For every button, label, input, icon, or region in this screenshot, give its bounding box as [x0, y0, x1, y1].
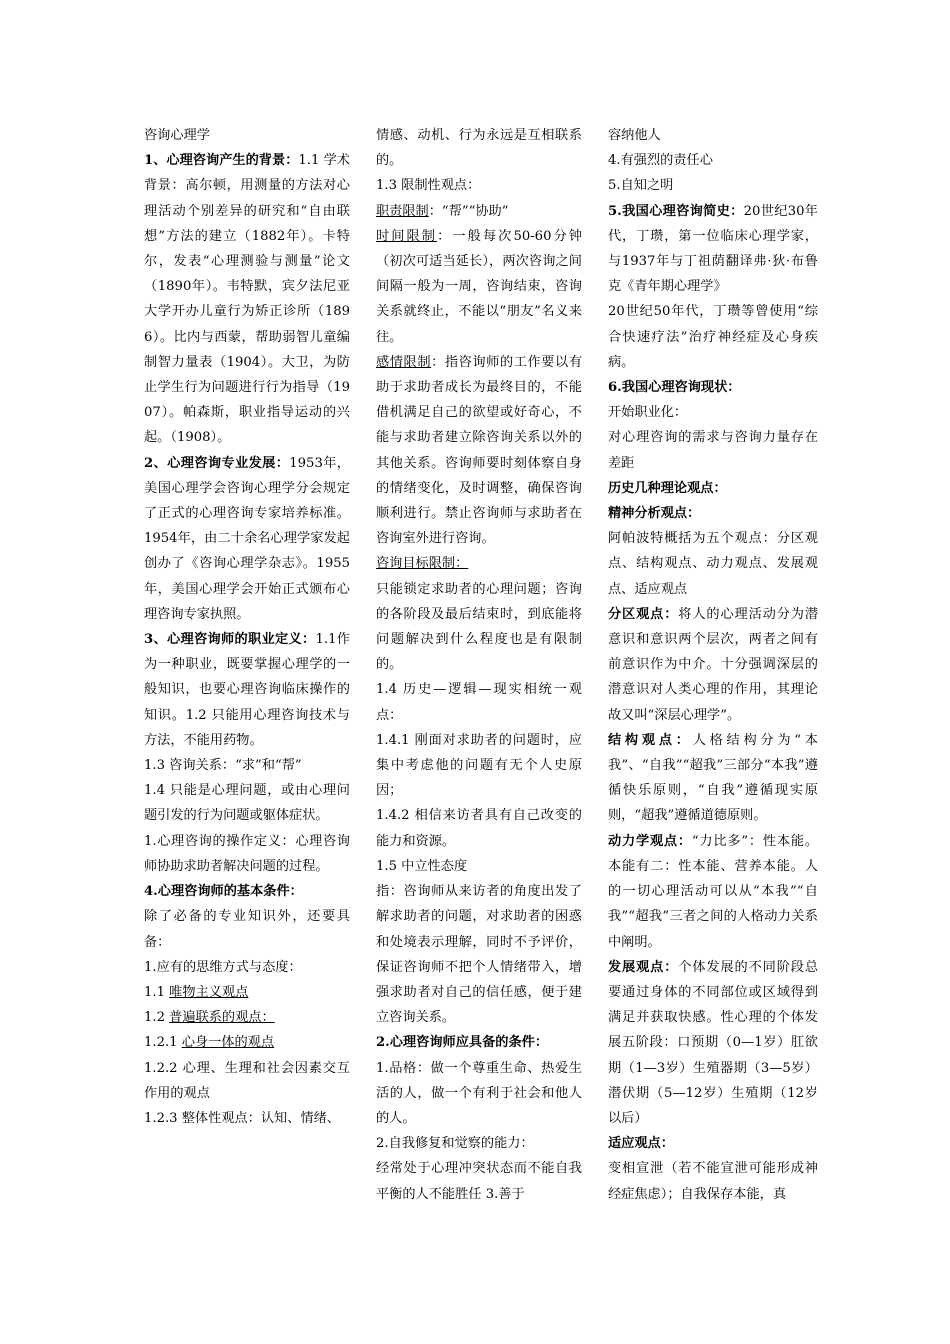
- duty-limit-label: 职责限制: [376, 203, 429, 219]
- time-limit-text: ：一般每次50-60分钟（初次可适当延长），两次咨询之间间隔一般为一周，咨询结束，咨询关系就终止，不能以“朋友”名义来往。: [376, 228, 582, 345]
- structure-viewpoint-text: 人格结构分为“本我”、“自我”“超我”三部分“本我”遵循快乐原则，“自我”遵循现实原则，“超我”遵循道德原则。: [608, 732, 818, 824]
- paragraph-self-knowledge: 5.自知之明: [608, 178, 674, 194]
- paragraph-self-repair-text: 经常处于心理冲突状态而不能自我平衡的人不能胜任 3.善于: [376, 1161, 582, 1202]
- counselor-conditions-heading: 2.心理咨询师应具备的条件：: [376, 1035, 549, 1051]
- paragraph-1-4: 1.4 历史—逻辑—现实相统一观点：: [376, 682, 582, 723]
- section-4-text: 除了必备的专业知识外，还要具备：: [144, 909, 350, 950]
- paragraph-1-2-3: 1.2.3 整体性观点：认知、情绪、: [144, 1110, 340, 1126]
- section-4-heading: 4.心理咨询师的基本条件：: [144, 884, 303, 900]
- emotion-limit-label: 感情限制: [376, 354, 432, 370]
- development-viewpoint-label: 发展观点：: [608, 959, 679, 975]
- section-5-heading: 5.我国心理咨询简史：: [608, 203, 744, 219]
- universal-connection-viewpoint: 普遍联系的观点：: [169, 1010, 275, 1026]
- paragraph-1-5-text: 指：咨询师从来访者的角度出发了解求助者的问题，对求助者的困惑和处境表示理解，同时不予评价，保证咨询师不把个人情绪带入，增强求助者对自己的信任感，便于建立咨询关系。: [376, 884, 582, 1026]
- paragraph-continued: 情感、动机、行为永远是互相联系的。: [376, 128, 582, 169]
- zone-viewpoint-paragraph: [608, 602, 818, 728]
- paragraph-1-4-2: 1.4.2 相信来访者具有自己改变的能力和资源。: [376, 808, 582, 849]
- section-3-paragraph: [144, 627, 350, 753]
- section-6-text-b: 对心理咨询的需求与咨询力量存在差距: [608, 430, 818, 471]
- section-6-heading: 6.我国心理咨询现状：: [608, 380, 741, 396]
- emotion-limit-text: ：指咨询师的工作要以有助于求助者成长为最终目的，不能借机满足自己的欲望或好奇心，不能与求助者建立除咨询关系以外的其他关系。咨询师要时刻体察自身的情绪变化，及时调整，确保咨询顺利进行。禁止咨询师与求助者在咨询室外进行咨询。: [376, 354, 583, 547]
- section-1-text: 1.1 学术背景：高尔顿，用测量的方法对心理活动个别差异的研究和“自由联想”方法的建立（1882年）。卡特尔，发表“心理测验与测量”论文（1890年）。韦特默，宾夕法尼亚大学开办儿童行为矫正诊所（1896）。比内与西蒙，帮助弱智儿童编制智力量表（1904）。大卫，为防止学生行为问题进行行为指导（1907）。帕森斯，职业指导运动的兴起。（1908）。: [144, 153, 350, 446]
- paragraph-counseling-relationship: 1.3 咨询关系：“求”和“帮”: [144, 758, 302, 774]
- paragraph-1-5: 1.5 中立性态度: [376, 858, 468, 874]
- section-2-paragraph: [144, 451, 350, 627]
- section-2-heading: 2、心理咨询专业发展：: [144, 455, 290, 471]
- structure-viewpoint-label: 结构观点：: [608, 732, 693, 748]
- paragraph-character: 1.品格：做一个尊重生命、热爱生活的人，做一个有利于社会和他人的人。: [376, 1060, 582, 1126]
- time-limit-label: 时间限制: [376, 228, 438, 244]
- development-viewpoint-paragraph: [608, 955, 818, 1131]
- psychoanalysis-text: 阿帕波特概括为五个观点：分区观点、结构观点、动力观点、发展观点、适应观点: [608, 531, 818, 597]
- paragraph-1-3-limits: 1.3 限制性观点：: [376, 178, 481, 194]
- materialism-viewpoint: 唯物主义观点: [169, 984, 249, 1000]
- duty-limit-text: ：“帮”“协助”: [428, 203, 509, 219]
- paragraph-continued: 容纳他人: [608, 128, 661, 143]
- paragraph-thinking-attitude: 1.应有的思维方式与态度：: [144, 959, 302, 975]
- development-viewpoint-text: 个体发展的不同阶段总要通过身体的不同部位或区域得到满足并获取快感。性心理的个体发展五阶段：口预期（0—1岁）肛欲期（1—3岁）生殖器期（3—5岁）潜伏期（5—12岁）生殖期（12岁以后）: [608, 959, 819, 1126]
- section-2-text: 1953年，美国心理学会咨询心理学分会规定了正式的心理咨询专家培养标准。1954年，由二十余名心理学家发起创办了《咨询心理学杂志》。1955年，美国心理学会开始正式颁布心理咨询专家执照。: [144, 455, 350, 622]
- item-number: 1.2: [144, 1010, 170, 1026]
- paragraph-duty-limit: [376, 199, 582, 224]
- zone-viewpoint-text: 将人的心理活动分为潜意识和意识两个层次，两者之间有前意识作为中介。十分强调深层的潜意识对人类心理的作用，其理论故又叫“深层心理学”。: [608, 606, 819, 723]
- paragraph-psychological-problem: 1.4 只能是心理问题，或由心理问题引发的行为问题或躯体症状。: [144, 783, 350, 824]
- section-5-text: 20世纪30年代，丁瓒，第一位临床心理学家，与1937年与丁祖荫翻译弗·狄·布鲁克《青年期心理学》: [608, 203, 818, 295]
- theory-viewpoints-heading: 历史几种理论观点：: [608, 480, 727, 496]
- text-column-2: [376, 123, 582, 1207]
- goal-limit-label: 咨询目标限制：: [376, 556, 469, 572]
- paragraph-emotion-limit: [376, 350, 582, 552]
- section-3-heading: 3、心理咨询师的职业定义：: [144, 632, 316, 648]
- dynamic-viewpoint-paragraph: [608, 829, 818, 955]
- goal-limit-text: 只能锁定求助者的心理问题；咨询的各阶段及最后结束时，到底能将问题解决到什么程度也是有限制的。: [376, 581, 582, 673]
- paragraph-1-2-1: [144, 1030, 350, 1055]
- paragraph-1-2-2: 1.2.2 心理、生理和社会因素交互作用的观点: [144, 1060, 350, 1101]
- zone-viewpoint-label: 分区观点：: [608, 606, 679, 622]
- mind-body-unity-viewpoint: 心身一体的观点: [181, 1035, 275, 1051]
- text-column-3: [608, 123, 818, 1207]
- section-5-text-2: 20世纪50年代，丁瓒等曾使用“综合快速疗法”治疗神经症及心身疾病。: [608, 304, 818, 370]
- item-number: 1.2.1: [144, 1035, 182, 1051]
- adaptation-viewpoint-text: 变相宣泄（若不能宣泄可能形成神经症焦虑）；自我保存本能，真: [608, 1161, 818, 1202]
- section-1-paragraph: [144, 148, 350, 450]
- section-3-text: 1.1作为一种职业，既要掌握心理学的一般知识，也要心理咨询临床操作的知识。1.2 只能用心理咨询技术与方法，不能用药物。: [144, 632, 350, 748]
- dynamic-viewpoint-label: 动力学观点：: [608, 833, 692, 849]
- paragraph-self-repair: 2.自我修复和觉察的能力：: [376, 1136, 534, 1152]
- paragraph-operational-definition: 1.心理咨询的操作定义：心理咨询师协助求助者解决问题的过程。: [144, 833, 350, 874]
- section-6-text-a: 开始职业化：: [608, 405, 688, 421]
- paragraph-responsibility: 4.有强烈的责任心: [608, 153, 713, 169]
- paragraph-1-4-1: 1.4.1 刚面对求助者的问题时，应集中考虑他的问题有无个人史原因；: [376, 732, 582, 799]
- document-title: 咨询心理学: [144, 128, 210, 143]
- psychoanalysis-heading: 精神分析观点：: [608, 506, 701, 522]
- section-5-paragraph: [608, 199, 818, 300]
- paragraph-1-1: [144, 980, 350, 1005]
- adaptation-viewpoint-label: 适应观点：: [608, 1136, 674, 1152]
- dynamic-viewpoint-text: “力比多”：性本能。本能有二：性本能、营养本能。人的一切心理活动可以从“本我”“自我”“超我”三者之间的人格动力关系中阐明。: [608, 833, 819, 950]
- text-column-1: [144, 123, 350, 1131]
- structure-viewpoint-paragraph: [608, 728, 818, 829]
- section-1-heading: 1、心理咨询产生的背景：: [144, 153, 299, 169]
- paragraph-1-2: [144, 1005, 350, 1030]
- item-number: 1.1: [144, 984, 170, 1000]
- paragraph-time-limit: [376, 224, 582, 350]
